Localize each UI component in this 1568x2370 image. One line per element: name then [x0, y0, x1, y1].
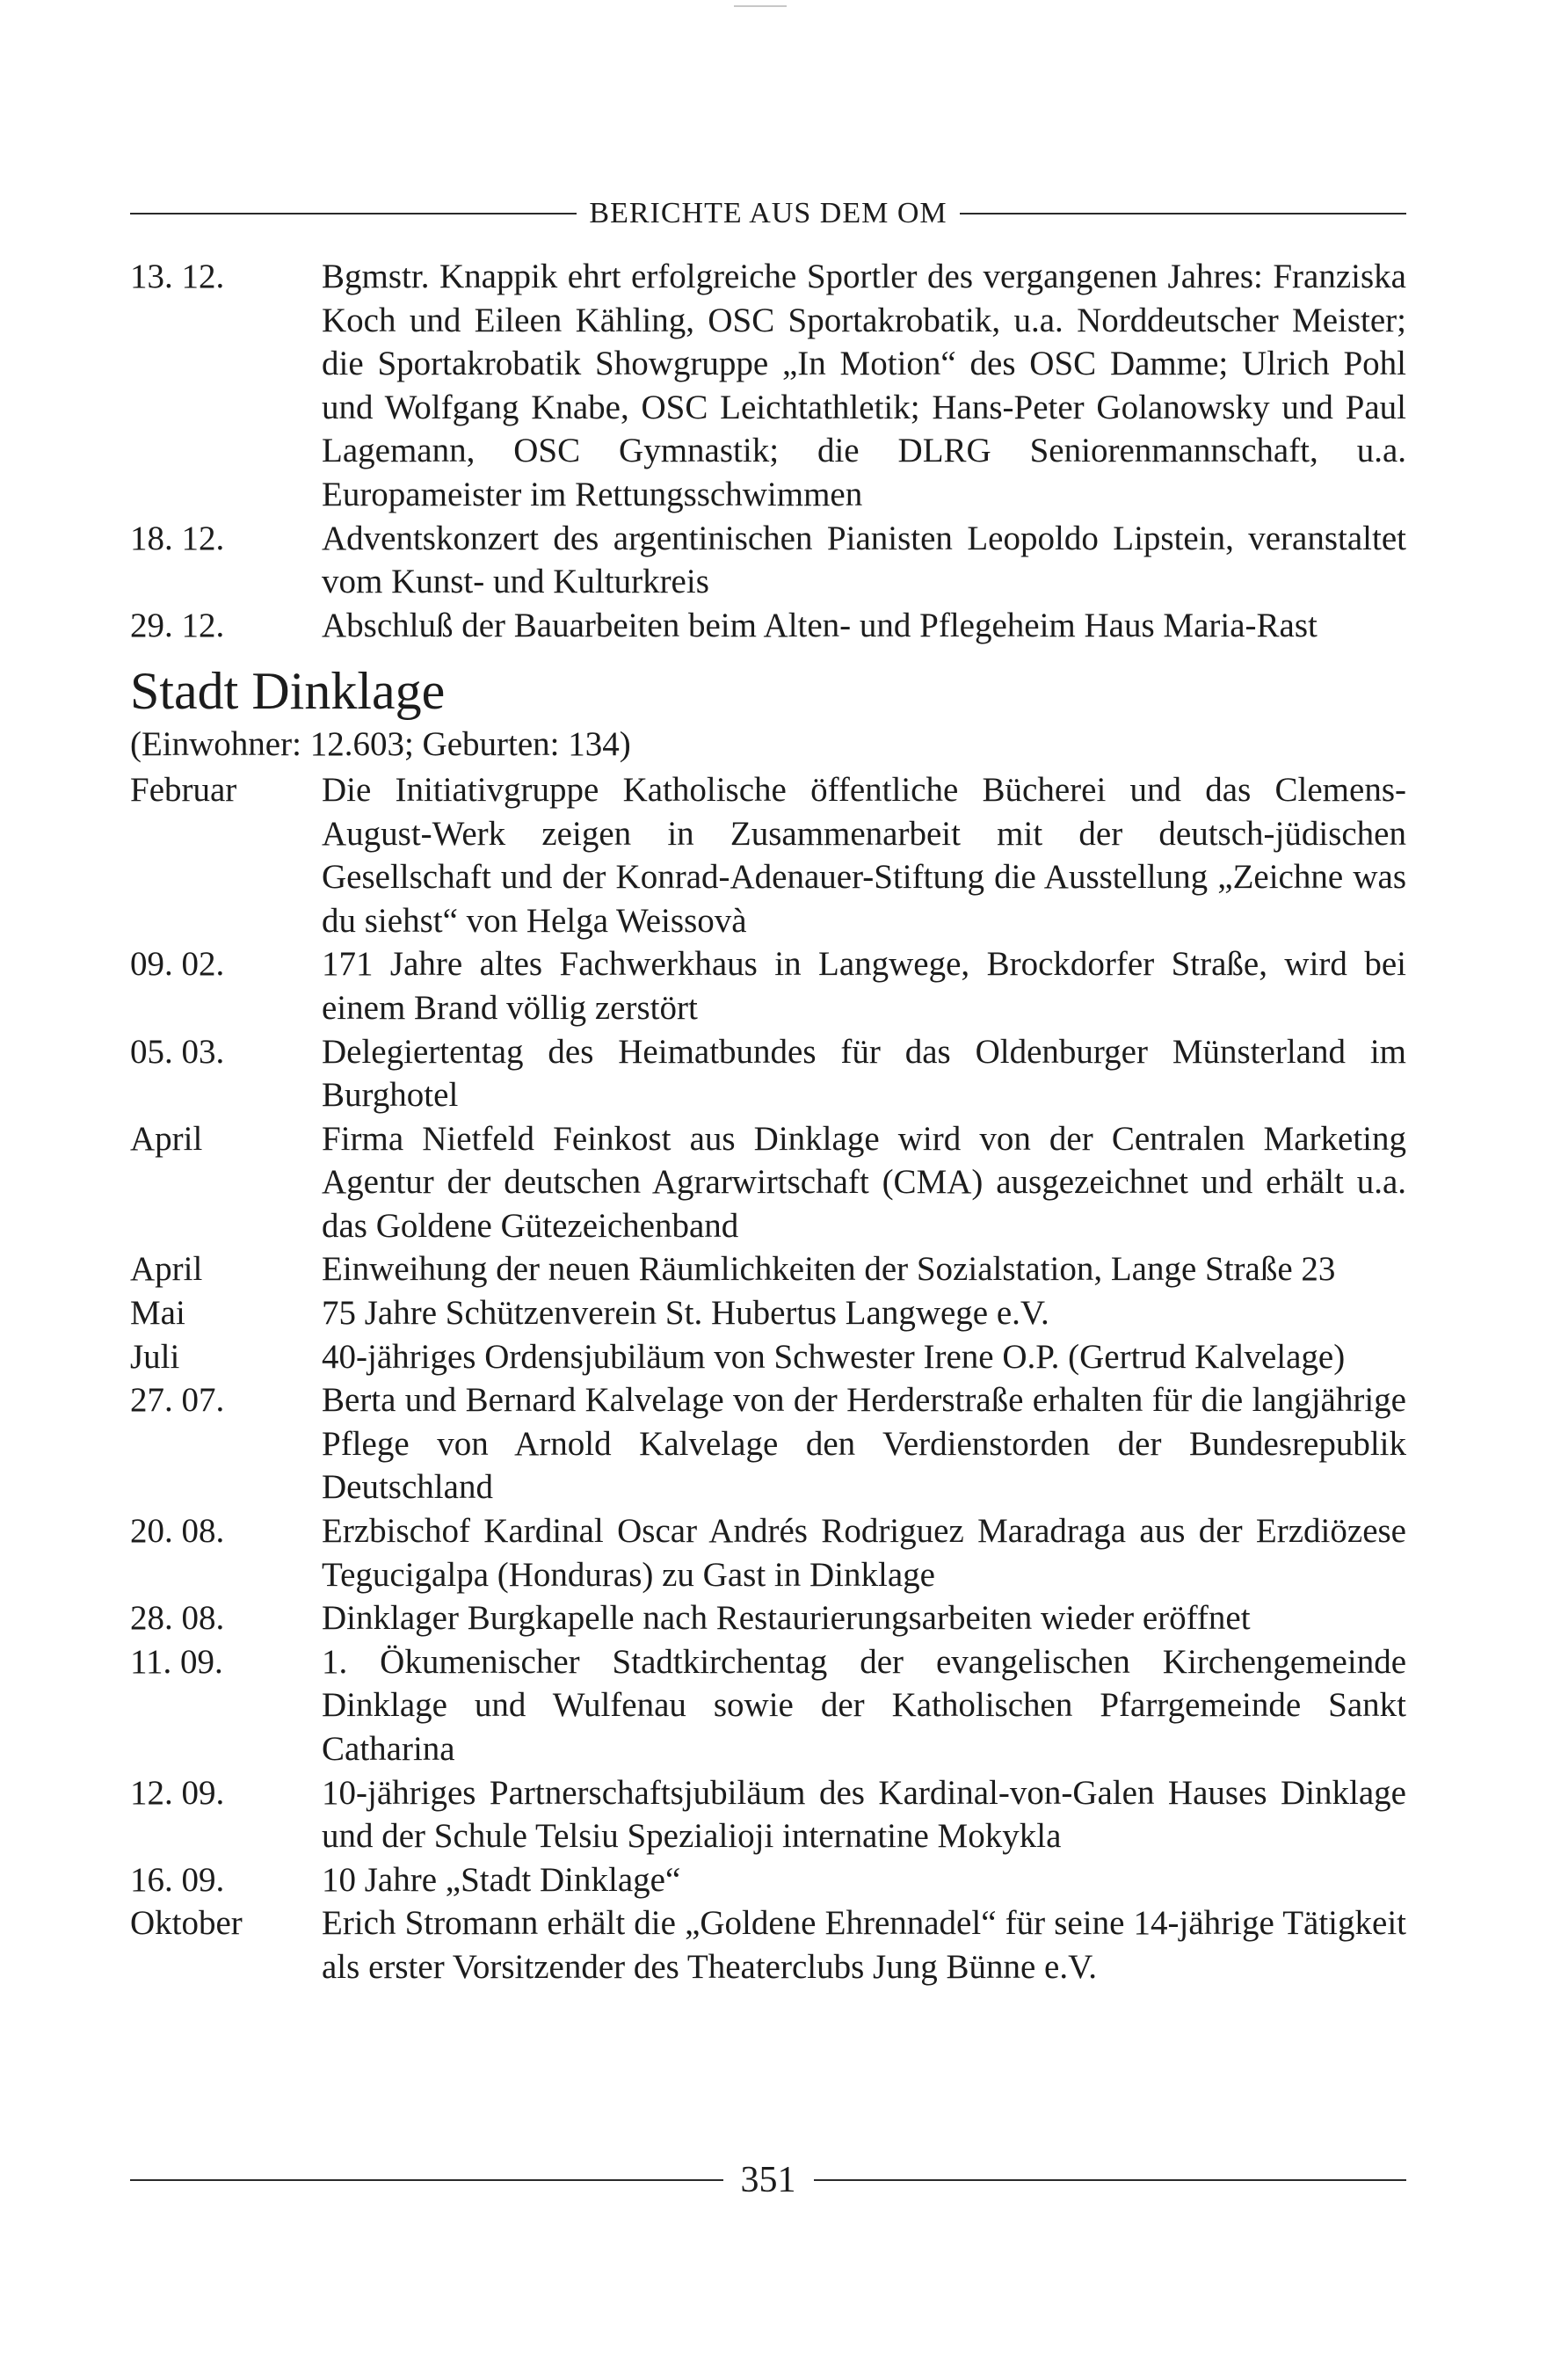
entry-date: 16. 09. — [130, 1860, 225, 1899]
footer-rule-left — [130, 2179, 723, 2181]
entry-date: April — [130, 1250, 203, 1289]
entry-date: Juli — [130, 1337, 180, 1376]
header-rule-right — [960, 213, 1406, 214]
entry-text: 171 Jahre altes Fachwerkhaus in Langwege, Brockdorfer Straße, wird bei einem Brand völlig zerstört — [322, 945, 1406, 1027]
top-edge-mark — [734, 5, 787, 7]
entry-text: 10 Jahre „Stadt Dinklage“ — [322, 1860, 681, 1899]
chronicle-entry — [130, 1509, 1406, 1596]
entry-text: Delegiertentag des Heimatbundes für das Oldenburger Münsterland im Burghotel — [322, 1032, 1406, 1115]
entry-text: Die Initiativgruppe Katholische öffentliche Bücherei und das Clemens-August-Werk zeigen in Zusammenarbeit mit der deutsch-jüdischen Gesellschaft und der Konrad-Adenauer-Stiftung die Ausstellung „Zeichne was du siehst“ von Helga Weissovà — [322, 770, 1406, 940]
entry-date: 18. 12. — [130, 519, 225, 557]
chronicle-entry — [130, 1247, 1406, 1291]
entry-text: 40-jähriges Ordensjubiläum von Schwester Irene O.P. (Gertrud Kalvelage) — [322, 1337, 1346, 1376]
entry-text: 10-jähriges Partnerschaftsjubiläum des Kardinal-von-Galen Hauses Dinklage und der Schule Telsiu Spezialioji internatine Mokykla — [322, 1773, 1406, 1856]
page-body — [130, 255, 1406, 1989]
running-header — [130, 192, 1406, 236]
chronicle-entry — [130, 1596, 1406, 1640]
entry-text: 75 Jahre Schützenverein St. Hubertus Langwege e.V. — [322, 1294, 1049, 1333]
entry-date: 12. 09. — [130, 1773, 225, 1812]
entry-date: Oktober — [130, 1904, 243, 1943]
page-number: 351 — [740, 2160, 796, 2200]
footer-rule-right — [814, 2179, 1407, 2181]
chronicle-entry — [130, 1291, 1406, 1335]
entry-date: 05. 03. — [130, 1032, 225, 1071]
entry-date: Februar — [130, 770, 237, 809]
entry-date: 11. 09. — [130, 1642, 223, 1681]
chronicle-entry — [130, 1117, 1406, 1248]
chronicle-entry — [130, 1858, 1406, 1902]
entry-date: 20. 08. — [130, 1512, 225, 1551]
entry-text: Einweihung der neuen Räumlichkeiten der Sozialstation, Lange Straße 23 — [322, 1250, 1336, 1289]
chronicle-entry — [130, 768, 1406, 942]
section-title: Stadt Dinklage — [130, 662, 446, 721]
entry-text: Berta und Bernard Kalvelage von der Herderstraße erhalten für die langjährige Pflege von Arnold Kalvelage den Verdienstorden der Bundesrepublik Deutschland — [322, 1381, 1406, 1507]
chronicle-entry — [130, 942, 1406, 1029]
entry-text: Adventskonzert des argentinischen Pianisten Leopoldo Lipstein, veranstaltet vom Kunst- und Kulturkreis — [322, 519, 1406, 601]
header-rule-left — [130, 213, 577, 214]
entry-date: 27. 07. — [130, 1381, 225, 1420]
entry-text: Abschluß der Bauarbeiten beim Alten- und Pflegeheim Haus Maria-Rast — [322, 606, 1318, 644]
chronicle-entry — [130, 1335, 1406, 1379]
entry-date: 29. 12. — [130, 606, 225, 644]
entry-text: Erich Stromann erhält die „Goldene Ehrennadel“ für seine 14-jährige Tätigkeit als erster Vorsitzender des Theaterclubs Jung Bünne e.V. — [322, 1904, 1406, 1986]
chronicle-entry — [130, 255, 1406, 517]
chronicle-entry — [130, 604, 1406, 648]
entry-text: Dinklager Burgkapelle nach Restaurierungsarbeiten wieder eröffnet — [322, 1599, 1251, 1638]
running-header-title: BERICHTE AUS DEM OM — [589, 197, 947, 229]
entry-text: Bgmstr. Knappik ehrt erfolgreiche Sportler des vergangenen Jahres: Franziska Koch und Eileen Kähling, OSC Sportakrobatik, u.a. Norddeutscher Meister; die Sportakrobatik Showgruppe „In Motion“ des OSC Damme; Ulrich Pohl und Wolfgang Knabe, OSC Leichtathletik; Hans-Peter Golanowsky und Paul Lagemann, OSC Gymnastik; die DLRG Seniorenmannschaft, u.a. Europameister im Rettungsschwimmen — [322, 258, 1406, 513]
entry-date: 13. 12. — [130, 258, 225, 295]
entry-date: 09. 02. — [130, 945, 225, 984]
page-footer — [130, 2154, 1406, 2206]
entry-text: Firma Nietfeld Feinkost aus Dinklage wird von der Centralen Marketing Agentur der deutschen Agrarwirtschaft (CMA) ausgezeichnet und erhält u.a. das Goldene Gütezeichenband — [322, 1119, 1406, 1245]
chronicle-entry — [130, 517, 1406, 604]
chronicle-entry — [130, 1378, 1406, 1509]
entry-date: 28. 08. — [130, 1599, 225, 1638]
entry-date: Mai — [130, 1294, 185, 1333]
chronicle-entry — [130, 1030, 1406, 1117]
section-stats: (Einwohner: 12.603; Geburten: 134) — [130, 725, 631, 764]
entry-text: 1. Ökumenischer Stadtkirchentag der evangelischen Kirchengemeinde Dinklage und Wulfenau sowie der Katholischen Pfarrgemeinde Sankt Catharina — [322, 1642, 1406, 1768]
entry-text: Erzbischof Kardinal Oscar Andrés Rodriguez Maradraga aus der Erzdiözese Tegucigalpa (Honduras) zu Gast in Dinklage — [322, 1512, 1406, 1594]
entry-date: April — [130, 1119, 203, 1158]
chronicle-entry — [130, 1771, 1406, 1858]
chronicle-entry — [130, 1901, 1406, 1988]
chronicle-entry — [130, 1640, 1406, 1771]
